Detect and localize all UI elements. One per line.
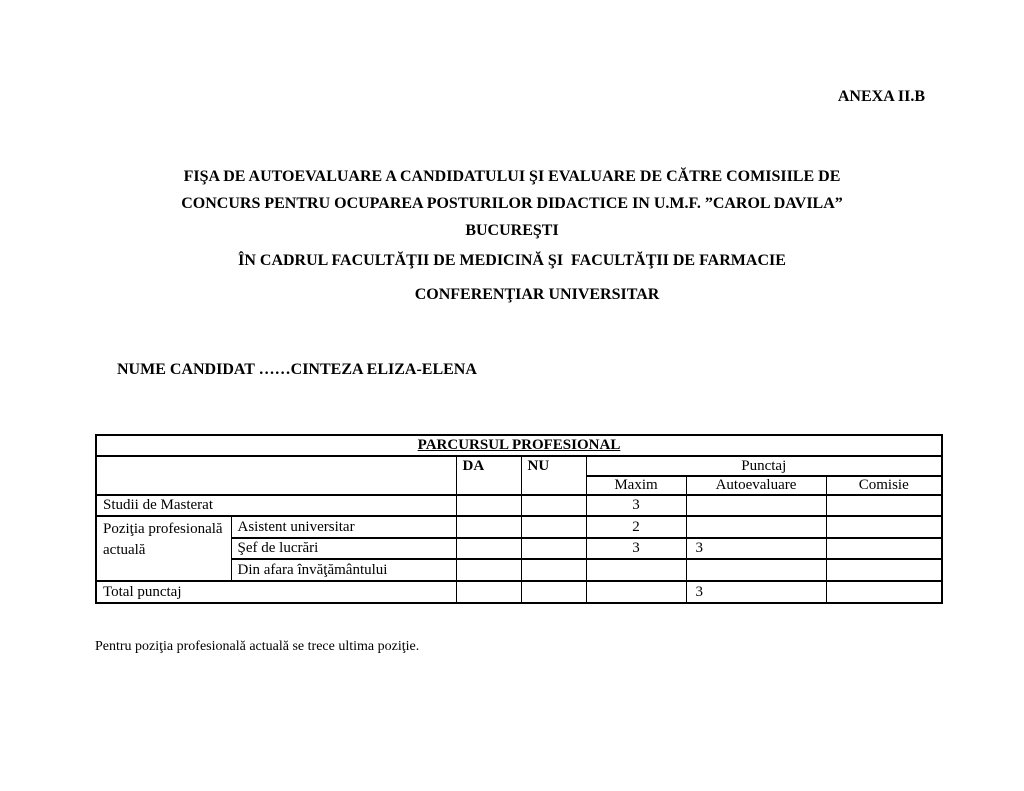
row-total-punctaj [96, 581, 942, 603]
footnote: Pentru poziţia profesională actuală se trece ultima poziţie. [95, 639, 420, 654]
table-header-row-1 [96, 456, 942, 476]
document-title-line-2: CONCURS PENTRU OCUPAREA POSTURILOR DIDACTICE IN U.M.F. ”CAROL DAVILA” [181, 195, 843, 212]
row-label: Asistent universitar [231, 516, 456, 538]
cell-nu [521, 495, 586, 516]
faculty-subtitle: ÎN CADRUL FACULTĂŢII DE MEDICINĂ ŞI FACULTĂŢII DE FARMACIE [238, 252, 786, 269]
cell-da [456, 581, 521, 603]
cell-comisie [826, 516, 942, 538]
cell-autoevaluare [686, 559, 826, 581]
cell-maxim [586, 559, 686, 581]
cell-da [456, 559, 521, 581]
cell-nu [521, 538, 586, 559]
header-empty-cell [96, 456, 456, 495]
cell-maxim [586, 581, 686, 603]
document-title-line-1: FIŞA DE AUTOEVALUARE A CANDIDATULUI ŞI EVALUARE DE CĂTRE COMISIILE DE [183, 168, 841, 185]
row-group-label-pozitia: Poziţia profesională actuală [96, 516, 231, 581]
cell-nu [521, 581, 586, 603]
cell-comisie [826, 495, 942, 516]
cell-nu [521, 516, 586, 538]
professional-path-table [95, 434, 943, 604]
cell-da [456, 516, 521, 538]
cell-autoevaluare: 3 [686, 581, 826, 603]
cell-autoevaluare: 3 [686, 538, 826, 559]
table-title: PARCURSUL PROFESIONAL [96, 435, 942, 456]
position-subtitle: CONFERENŢIAR UNIVERSITAR [414, 286, 660, 303]
table-title-row [96, 435, 942, 456]
col-header-comisie: Comisie [826, 476, 942, 495]
col-header-da: DA [456, 456, 521, 495]
cell-autoevaluare [686, 516, 826, 538]
row-label: Studii de Masterat [96, 495, 456, 516]
cell-autoevaluare [686, 495, 826, 516]
cell-maxim: 3 [586, 538, 686, 559]
row-label: Total punctaj [96, 581, 456, 603]
cell-nu [521, 559, 586, 581]
cell-maxim: 2 [586, 516, 686, 538]
cell-comisie [826, 581, 942, 603]
col-header-maxim: Maxim [586, 476, 686, 495]
row-label: Din afara învăţământului [231, 559, 456, 581]
col-header-autoevaluare: Autoevaluare [686, 476, 826, 495]
row-asistent-universitar [96, 516, 942, 538]
cell-da [456, 538, 521, 559]
cell-comisie [826, 559, 942, 581]
col-header-nu: NU [521, 456, 586, 495]
annex-label: ANEXA II.B [837, 88, 925, 105]
cell-maxim: 3 [586, 495, 686, 516]
cell-da [456, 495, 521, 516]
cell-comisie [826, 538, 942, 559]
row-studii-masterat [96, 495, 942, 516]
col-header-punctaj: Punctaj [586, 456, 942, 476]
document-title-line-3: BUCUREŞTI [465, 222, 559, 239]
document-title [0, 163, 1024, 244]
row-label: Şef de lucrări [231, 538, 456, 559]
candidate-name-line: NUME CANDIDAT ……CINTEZA ELIZA-ELENA [117, 361, 477, 378]
